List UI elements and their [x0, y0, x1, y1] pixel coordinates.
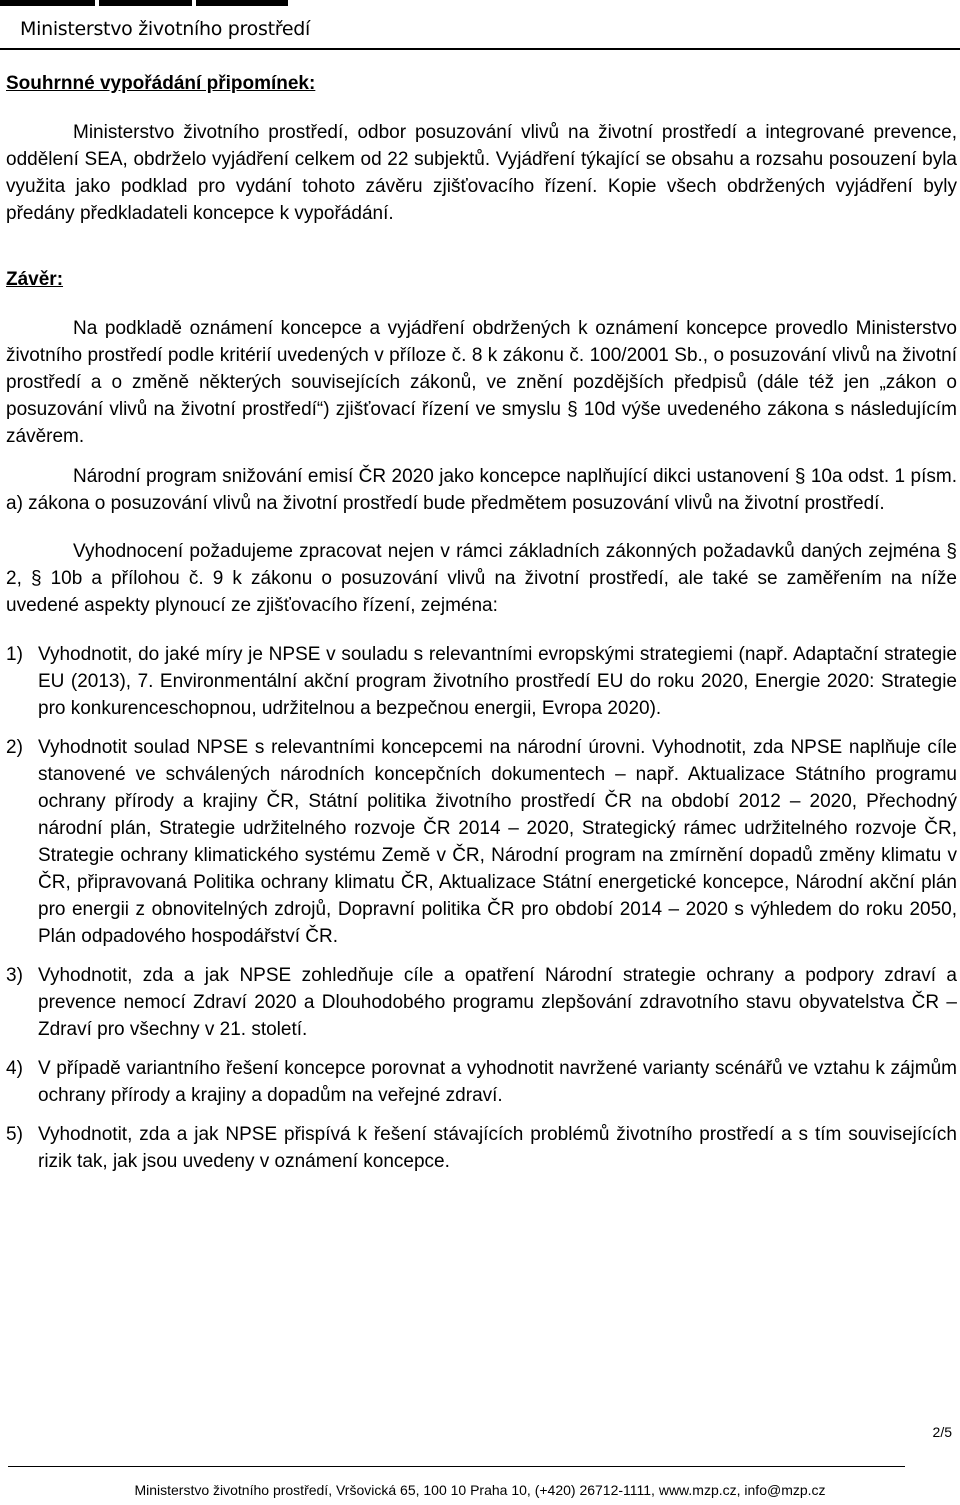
list-item-text: V případě variantního řešení koncepce porovnat a vyhodnotit navržené varianty scénářů ve vztahu k zájmům ochrany přírody a krajiny a dopadům na veřejné zdraví. [38, 1058, 957, 1106]
header-divider [0, 48, 960, 50]
list-item [6, 1055, 957, 1109]
list-item-text: Vyhodnotit, zda a jak NPSE přispívá k řešení stávajících problémů životního prostředí a s tím souvisejících rizik tak, jak jsou uvedeny v oznámení koncepce. [38, 1124, 957, 1172]
list-item-number: 4) [6, 1058, 23, 1079]
list-item-number: 1) [6, 644, 23, 665]
list-item [6, 1121, 957, 1175]
summary-heading: Souhrnné vypořádání připomínek: [6, 73, 316, 94]
page-number: 2/5 [932, 1424, 952, 1440]
conclusion-paragraph-2: Národní program snižování emisí ČR 2020 jako koncepce naplňující dikci ustanovení § 10a odst. 1 písm. a) zákona o posuzování vlivů na životní prostředí bude předmětem posuzování vlivů na životní prostředí. [6, 466, 957, 514]
list-item-number: 2) [6, 737, 23, 758]
list-item [6, 734, 957, 950]
footer-divider [8, 1466, 905, 1467]
list-item-number: 5) [6, 1124, 23, 1145]
conclusion-heading: Závěr: [6, 269, 64, 290]
conclusion-paragraph-3: Vyhodnocení požadujeme zpracovat nejen v rámci základních zákonných požadavků daných zejména § 2, § 10b a přílohou č. 9 k zákonu o posuzování vlivů na životní prostředí, ale také se zaměřením na níže uvedené aspekty plynoucí ze zjišťovacího řízení, zejména: [6, 541, 957, 616]
list-item-text: Vyhodnotit, do jaké míry je NPSE v souladu s relevantními evropskými strategiemi (např. Adaptační strategie EU (2013), 7. Environmentální akční program životního prostředí EU do roku 2020, Energie 2020: Strategie pro konkurenceschopnou, udržitelnou a bezpečnou energii, Evropa 2020). [38, 644, 957, 719]
requirements-list [6, 641, 957, 1175]
document-body [6, 70, 957, 1187]
list-item-text: Vyhodnotit, zda a jak NPSE zohledňuje cíle a opatření Národní strategie ochrany a podpory zdraví a prevence nemocí Zdraví 2020 a Dlouhodobého programu zlepšování zdravotního stavu obyvatelstva ČR – Zdraví pro všechny v 21. století. [38, 965, 957, 1040]
list-item [6, 962, 957, 1043]
list-item [6, 641, 957, 722]
conclusion-paragraph-1: Na podkladě oznámení koncepce a vyjádření obdržených k oznámení koncepce provedlo Ministerstvo životního prostředí podle kritérií uvedených v příloze č. 8 k zákonu č. 100/2001 Sb., o posuzování vlivů na životní prostředí a o změně některých souvisejících zákonů, ve znění pozdějších předpisů (dále též jen „zákon o posuzování vlivů na životní prostředí“) zjišťovací řízení ve smyslu § 10d výše uvedeného zákona s následujícím závěrem. [6, 318, 957, 447]
list-item-text: Vyhodnotit soulad NPSE s relevantními koncepcemi na národní úrovni. Vyhodnotit, zda NPSE naplňuje cíle stanovené ve schválených národních koncepčních dokumentech – např. Aktualizace Státního programu ochrany přírody a krajiny ČR, Státní politika životního prostředí ČR na období 2012 – 2020, Přechodný národní plán, Strategie udržitelného rozvoje ČR 2014 – 2020, Strategický rámec udržitelného rozvoje ČR, Strategie ochrany klimatického systému Země v ČR, Národní program na zmírnění dopadů změny klimatu v ČR, připravovaná Politika ochrany klimatu ČR, Aktualizace Státní energetické koncepce, Národní akční plán pro energii z obnovitelných zdrojů, Dopravní politika ČR pro období 2014 – 2020 s výhledem do roku 2050, Plán odpadového hospodářství ČR. [38, 737, 957, 947]
summary-paragraph: Ministerstvo životního prostředí, odbor posuzování vlivů na životní prostředí a integrované prevence, oddělení SEA, obdrželo vyjádření celkem od 22 subjektů. Vyjádření týkající se obsahu a rozsahu posouzení byla využita jako podklad pro vydání tohoto závěru zjišťovacího řízení. Kopie všech obdržených vyjádření byly předány předkladateli koncepce k vypořádání. [6, 122, 957, 224]
list-item-number: 3) [6, 965, 23, 986]
organization-header: Ministerstvo životního prostředí [20, 18, 310, 40]
footer-contact: Ministerstvo životního prostředí, Vršovická 65, 100 10 Praha 10, (+420) 26712-1111, www.mzp.cz, info@mzp.cz [134, 1482, 826, 1498]
ministry-logo-bars [0, 0, 290, 6]
